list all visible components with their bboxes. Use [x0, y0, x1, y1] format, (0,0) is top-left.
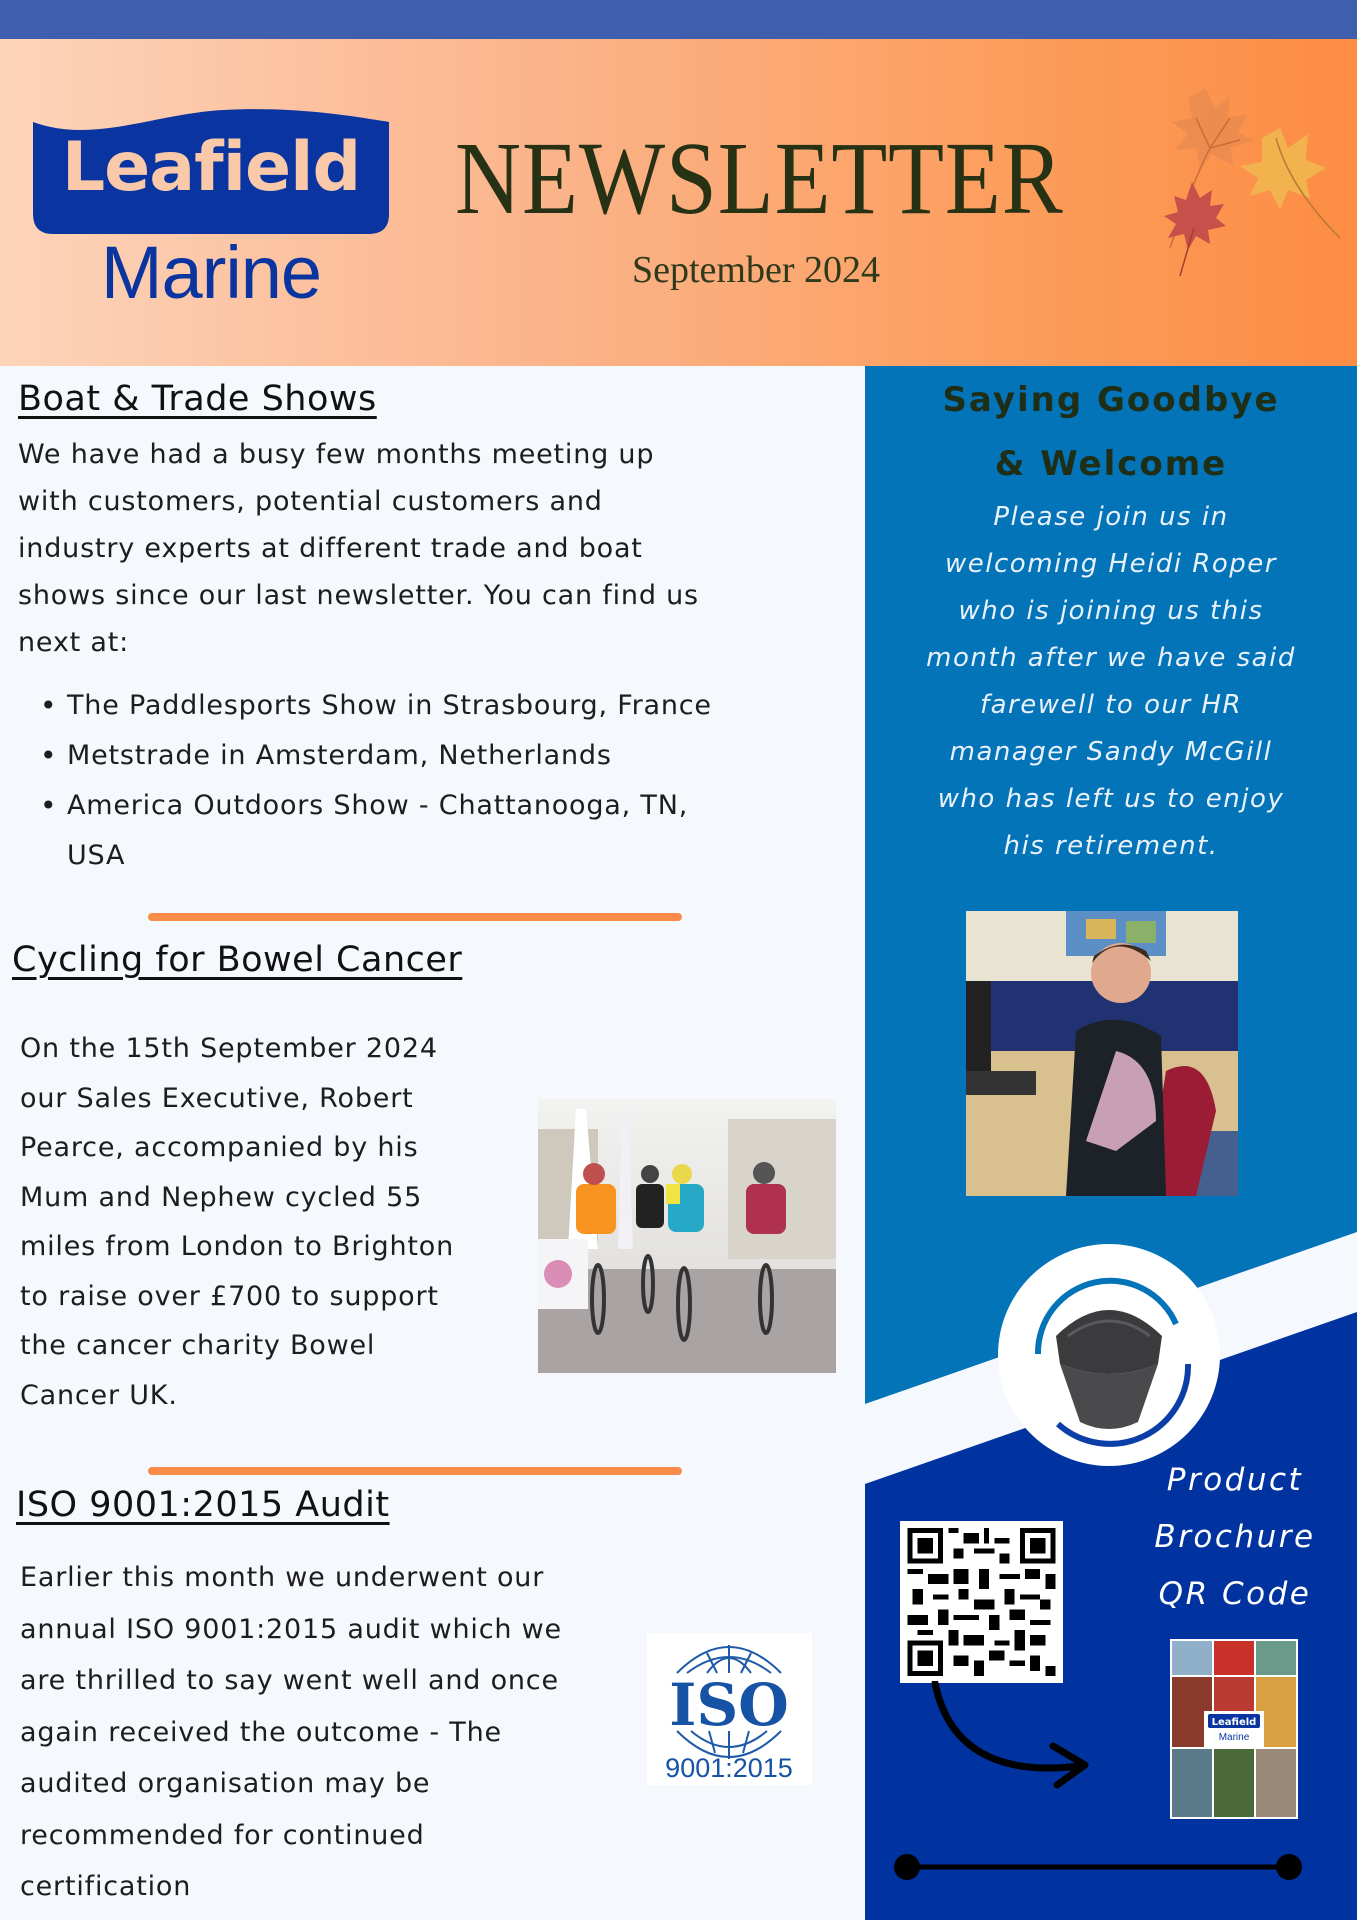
section-divider: [148, 913, 682, 921]
text-line: his retirement.: [1003, 831, 1219, 861]
text-line: welcoming Heidi Roper: [945, 549, 1277, 579]
welcome-heading-line1: Saying Goodbye: [942, 380, 1280, 420]
iso-logo: [647, 1633, 812, 1785]
text-line: again received the outcome - The: [20, 1716, 502, 1748]
qr-code-icon: [907, 1528, 1056, 1676]
text-line: with customers, potential customers and: [18, 486, 603, 517]
text-line: our Sales Executive, Robert: [20, 1082, 414, 1114]
cycling-body: [20, 1024, 540, 1420]
text-line: manager Sandy McGill: [949, 737, 1273, 767]
text-line: industry experts at different trade and boat: [18, 533, 643, 564]
text-line: Earlier this month we underwent our: [20, 1562, 545, 1593]
list-item-continuation: USA: [67, 840, 126, 871]
product-badge: [998, 1244, 1220, 1466]
svg-text:ISO: ISO: [669, 1671, 789, 1739]
cycling-heading: Cycling for Bowel Cancer: [12, 940, 463, 980]
iso-audit-heading: ISO 9001:2015 Audit: [16, 1485, 390, 1525]
newsletter-header: [0, 39, 1357, 366]
text-line: the cancer charity Bowel: [20, 1330, 376, 1361]
text-line: are thrilled to say went well and once: [20, 1665, 559, 1696]
text-line: On the 15th September 2024: [20, 1033, 438, 1064]
text-line: We have had a busy few months meeting up: [18, 439, 655, 470]
leafield-marine-logo: [33, 104, 389, 314]
boat-shows-body: [18, 431, 848, 666]
logo-word-marine: Marine: [100, 231, 322, 314]
qr-label: [1125, 1452, 1345, 1623]
welcome-heading-line2: & Welcome: [994, 444, 1228, 484]
newsletter-title: NEWSLETTER: [455, 121, 1064, 236]
text-line: Product: [1166, 1462, 1304, 1498]
text-line: farewell to our HR: [979, 690, 1243, 720]
text-line: Please join us in: [993, 502, 1229, 532]
logo-word-leafield: Leafield: [61, 128, 361, 207]
text-line: to raise over £700 to support: [20, 1280, 439, 1312]
staff-photo: [966, 911, 1238, 1196]
text-line: Mum and Nephew cycled 55: [20, 1181, 423, 1213]
upcoming-shows-list: [18, 681, 848, 881]
top-bar: [0, 0, 1357, 39]
svg-text:Marine: Marine: [1218, 1732, 1250, 1743]
svg-text:Leafield: Leafield: [1211, 1717, 1257, 1728]
text-line: who is joining us this: [958, 596, 1264, 626]
text-line: miles from London to Brighton: [20, 1231, 455, 1262]
boat-shows-heading: Boat & Trade Shows: [18, 379, 377, 419]
text-line: next at:: [18, 627, 130, 658]
cycling-photo: [538, 1099, 836, 1373]
text-line: certification: [20, 1871, 192, 1902]
iso-audit-body: [20, 1552, 660, 1913]
issue-date: September 2024: [632, 249, 881, 291]
text-line: month after we have said: [926, 643, 1296, 673]
autumn-leaves-icon: [1130, 78, 1350, 278]
product-valve-image: [998, 1244, 1220, 1466]
curved-arrow-icon: [925, 1681, 1105, 1791]
brochure-cover[interactable]: [1170, 1639, 1298, 1819]
list-item: • America Outdoors Show - Chattanooga, TN,: [18, 781, 848, 831]
svg-text:9001:2015: 9001:2015: [665, 1753, 793, 1783]
brochure-qr-code[interactable]: [900, 1521, 1063, 1683]
text-line: QR Code: [1158, 1576, 1312, 1612]
section-divider: [148, 1467, 682, 1475]
text-line: shows since our last newsletter. You can find us: [18, 580, 699, 611]
text-line: recommended for continued: [20, 1819, 425, 1851]
text-line: Cancer UK.: [20, 1379, 178, 1411]
text-line: Pearce, accompanied by his: [20, 1132, 419, 1163]
brochure-cover-image: [1172, 1641, 1296, 1817]
main-column: [0, 366, 865, 1920]
welcome-message: [865, 494, 1357, 870]
text-line: who has left us to enjoy: [937, 784, 1285, 814]
sidebar: [865, 366, 1357, 1920]
text-line: audited organisation may be: [20, 1768, 431, 1799]
list-item: • The Paddlesports Show in Strasbourg, France: [18, 681, 848, 731]
text-line: Brochure: [1154, 1519, 1316, 1555]
list-item: • Metstrade in Amsterdam, Netherlands: [18, 731, 848, 781]
decorative-line: [893, 1852, 1303, 1882]
text-line: annual ISO 9001:2015 audit which we: [20, 1613, 562, 1645]
